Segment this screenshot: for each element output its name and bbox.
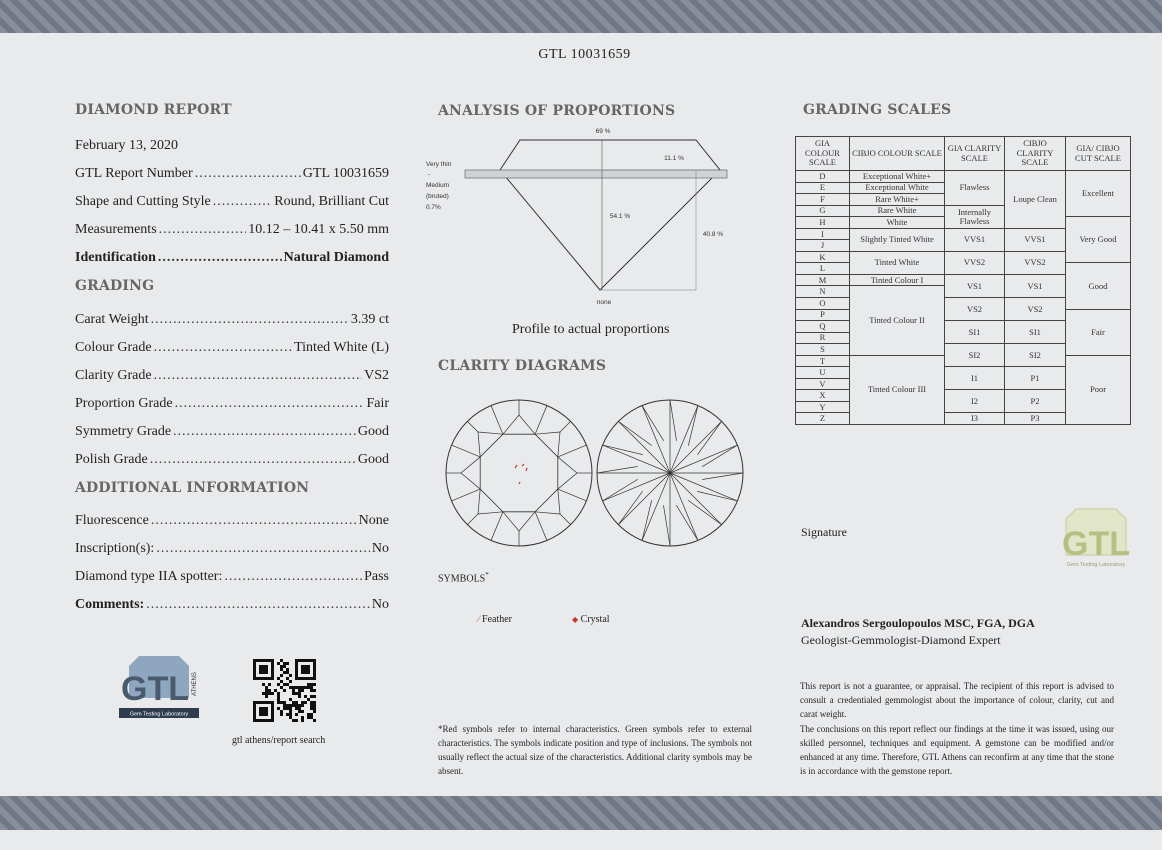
gia-colour-cell: K xyxy=(796,251,850,263)
cut-scale-cell: Very Good xyxy=(1066,217,1131,263)
disclaimer-2: The conclusions on this report reflect our findings at the time it was issued, using our skilled personnel, techniques and equipment. A gemstone can be modified and/or enhanced at any time. Therefore, GTL Athens can reconfirm at any time that the stone is in accordance with the gemstone report. xyxy=(800,724,1114,776)
depth-percent: 40.8 % xyxy=(702,231,724,238)
crown-percent: 11.1 % xyxy=(664,155,684,162)
comments-row xyxy=(75,597,389,613)
header-cibjo-colour: CIBJO COLOUR SCALE xyxy=(850,137,945,171)
cibjo-clarity-cell: VVS1 xyxy=(1005,228,1066,251)
report-number-label: GTL Report Number xyxy=(75,166,193,181)
grading-table-header-row xyxy=(796,137,1131,171)
cut-scale-cell: Fair xyxy=(1066,309,1131,355)
bottom-border-band xyxy=(0,796,1162,830)
clarity-value: VS2 xyxy=(364,368,389,383)
girdle-label-2: - xyxy=(428,171,431,178)
carat-value: 3.39 ct xyxy=(350,312,389,327)
cibjo-colour-cell: Tinted Colour I xyxy=(850,274,945,286)
polish-row xyxy=(75,452,389,468)
inscription-row xyxy=(75,541,389,557)
polish-label: Polish Grade xyxy=(75,452,148,467)
crystal-symbol-icon: ◆ xyxy=(572,615,579,624)
carat-row xyxy=(75,312,389,328)
cibjo-colour-cell: Rare White+ xyxy=(850,194,945,206)
polish-value: Good xyxy=(357,452,389,467)
measurements-value: 10.12 – 10.41 x 5.50 mm xyxy=(248,222,389,237)
comments-value: No xyxy=(371,597,389,612)
spotter-label: Diamond type IIA spotter: xyxy=(75,569,223,584)
inscription-value: No xyxy=(371,541,389,556)
gia-colour-cell: J xyxy=(796,240,850,252)
gtl-logo-side-text: ATHENS xyxy=(192,672,198,696)
cut-scale-cell: Good xyxy=(1066,263,1131,309)
cibjo-colour-cell: White xyxy=(850,217,945,229)
gia-colour-cell: Q xyxy=(796,321,850,333)
gia-colour-cell: I xyxy=(796,228,850,240)
gia-colour-cell: D xyxy=(796,171,850,183)
cibjo-colour-cell: Tinted Colour III xyxy=(850,355,945,424)
top-border-band xyxy=(0,0,1162,33)
cibjo-clarity-cell: VVS2 xyxy=(1005,251,1066,274)
gia-colour-cell: U xyxy=(796,367,850,379)
legend-feather-label: Feather xyxy=(482,614,513,625)
gia-colour-cell: V xyxy=(796,378,850,390)
gia-colour-cell: X xyxy=(796,390,850,402)
symbols-label: SYMBOLS* xyxy=(438,571,489,585)
cibjo-colour-cell: Slightly Tinted White xyxy=(850,228,945,251)
identification-label: Identification xyxy=(75,250,156,265)
symmetry-row xyxy=(75,424,389,440)
clarity-row xyxy=(75,368,389,384)
fluorescence-row xyxy=(75,513,389,529)
carat-label: Carat Weight xyxy=(75,312,149,327)
gia-clarity-cell: I3 xyxy=(945,413,1005,425)
gtl-logo-subtitle: Gem Testing Laboratory xyxy=(129,711,189,718)
legend-crystal xyxy=(572,614,610,625)
cibjo-colour-cell: Exceptional White xyxy=(850,182,945,194)
report-number-value: GTL 10031659 xyxy=(302,166,389,181)
crown-view-diagram xyxy=(446,400,592,546)
report-number-header: GTL 10031659 xyxy=(538,47,631,62)
gia-colour-cell: S xyxy=(796,344,850,356)
fluorescence-label: Fluorescence xyxy=(75,513,149,528)
colour-row xyxy=(75,340,389,356)
feather-marks xyxy=(515,464,527,484)
gia-clarity-cell: Flawless xyxy=(945,171,1005,206)
cibjo-clarity-cell: SI2 xyxy=(1005,344,1066,367)
header-gia-clarity: GIA CLARITY SCALE xyxy=(945,137,1005,171)
grading-scales-table xyxy=(795,136,1131,425)
gia-clarity-cell: VVS2 xyxy=(945,251,1005,274)
gtl-seal-text: GTL xyxy=(1062,525,1130,563)
proportion-row xyxy=(75,396,389,412)
gtl-logo xyxy=(117,654,201,720)
gia-colour-cell: F xyxy=(796,194,850,206)
pavilion-percent: 54.1 % xyxy=(609,213,631,220)
gia-colour-cell: T xyxy=(796,355,850,367)
diamond-report-title: DIAMOND REPORT xyxy=(75,102,232,118)
gia-colour-cell: Z xyxy=(796,413,850,425)
header-cut: GIA/ CIBJO CUT SCALE xyxy=(1066,137,1131,171)
grading-table-row xyxy=(796,171,1131,183)
culet-label: none xyxy=(596,299,612,306)
symbols-asterisk: * xyxy=(485,571,489,579)
shape-row xyxy=(75,194,389,210)
gia-clarity-cell: VS1 xyxy=(945,274,1005,297)
spotter-row xyxy=(75,569,389,585)
cibjo-clarity-cell: VS2 xyxy=(1005,298,1066,321)
gtl-seal xyxy=(1056,507,1136,569)
qr-caption: gtl athens/report search xyxy=(232,735,326,746)
proportion-label: Proportion Grade xyxy=(75,396,173,411)
gia-colour-cell: N xyxy=(796,286,850,298)
gia-clarity-cell: SI2 xyxy=(945,344,1005,367)
proportion-value: Fair xyxy=(366,396,389,411)
report-date: February 13, 2020 xyxy=(75,138,179,153)
header-cibjo-clarity: CIBJO CLARITY SCALE xyxy=(1005,137,1066,171)
scan-edge xyxy=(1162,0,1169,850)
gia-clarity-cell: VVS1 xyxy=(945,228,1005,251)
colour-label: Colour Grade xyxy=(75,340,152,355)
gia-colour-cell: M xyxy=(796,274,850,286)
feather-symbol-icon: ⁄ xyxy=(478,614,480,624)
inscription-label: Inscription(s): xyxy=(75,541,155,556)
cibjo-clarity-cell: SI1 xyxy=(1005,321,1066,344)
signer-name: Alexandros Sergoulopoulos MSC, FGA, DGA xyxy=(801,616,1035,630)
gia-clarity-cell: I2 xyxy=(945,390,1005,413)
cibjo-colour-cell: Exceptional White+ xyxy=(850,171,945,183)
cibjo-clarity-cell: Loupe Clean xyxy=(1005,171,1066,229)
table-percent: 69 % xyxy=(595,128,611,135)
cibjo-clarity-cell: P3 xyxy=(1005,413,1066,425)
grading-scales-title: GRADING SCALES xyxy=(803,102,952,118)
gia-colour-cell: E xyxy=(796,182,850,194)
cibjo-clarity-cell: VS1 xyxy=(1005,274,1066,297)
proportion-diagram xyxy=(420,120,740,320)
gtl-logo-text: GTL xyxy=(121,670,189,708)
fluorescence-value: None xyxy=(358,513,389,528)
girdle-band xyxy=(465,170,727,178)
cibjo-colour-cell: Tinted Colour II xyxy=(850,286,945,355)
symbols-footnote: *Red symbols refer to internal characteristics. Green symbols refer to external characteristics. The symbols indicate position and type of inclusions. The symbols not usually reflect the actual size of the characteristics. Additional clarity symbols may be absent. xyxy=(438,724,752,776)
analysis-title: ANALYSIS OF PROPORTIONS xyxy=(438,103,676,119)
girdle-label-3: Medium xyxy=(426,182,450,189)
cibjo-colour-cell: Rare White xyxy=(850,205,945,217)
identification-row xyxy=(75,250,389,266)
gia-colour-cell: P xyxy=(796,309,850,321)
symmetry-label: Symmetry Grade xyxy=(75,424,172,439)
report-number-row xyxy=(75,166,389,182)
clarity-diagrams-title: CLARITY DIAGRAMS xyxy=(438,358,607,374)
pavilion-view-diagram xyxy=(597,400,743,546)
qr-code[interactable] xyxy=(253,659,319,723)
girdle-label-1: Very thin xyxy=(426,161,452,168)
gia-clarity-cell: VS2 xyxy=(945,298,1005,321)
additional-info-title: ADDITIONAL INFORMATION xyxy=(75,480,310,496)
signer-title: Geologist-Gemmologist-Diamond Expert xyxy=(801,633,1001,647)
grading-title: GRADING xyxy=(75,278,155,294)
clarity-diagrams xyxy=(444,396,744,552)
measurements-label: Measurements xyxy=(75,222,157,237)
gia-colour-cell: G xyxy=(796,205,850,217)
cut-scale-cell: Excellent xyxy=(1066,171,1131,217)
gia-colour-cell: L xyxy=(796,263,850,275)
clarity-label: Clarity Grade xyxy=(75,368,152,383)
gia-colour-cell: H xyxy=(796,217,850,229)
symmetry-value: Good xyxy=(357,424,389,439)
identification-value: Natural Diamond xyxy=(283,250,389,265)
signature-label: Signature xyxy=(801,525,847,539)
comments-label: Comments: xyxy=(75,597,145,612)
cibjo-colour-cell: Tinted White xyxy=(850,251,945,274)
cibjo-clarity-cell: P2 xyxy=(1005,390,1066,413)
legend-feather xyxy=(478,614,512,625)
legend-crystal-label: Crystal xyxy=(580,614,610,625)
girdle-label-5: 0.7% xyxy=(426,204,441,211)
profile-caption: Profile to actual proportions xyxy=(512,322,670,337)
gia-colour-cell: Y xyxy=(796,401,850,413)
gia-colour-cell: O xyxy=(796,298,850,310)
shape-label: Shape and Cutting Style xyxy=(75,194,211,209)
spotter-value: Pass xyxy=(364,569,389,584)
cut-scale-cell: Poor xyxy=(1066,355,1131,424)
disclaimer-1: This report is not a guarantee, or appraisal. The recipient of this report is advised to consult a credentialed gemmologist about the importance of colour, clarity, cut and carat weight. xyxy=(800,681,1114,719)
girdle-label-4: (bruted) xyxy=(426,193,449,200)
header-gia-colour: GIA COLOUR SCALE xyxy=(796,137,850,171)
colour-value: Tinted White (L) xyxy=(294,340,389,355)
gia-clarity-cell: I1 xyxy=(945,367,1005,390)
measurements-row xyxy=(75,222,389,238)
shape-value: Round, Brilliant Cut xyxy=(274,194,389,209)
gia-clarity-cell: Internally Flawless xyxy=(945,205,1005,228)
cibjo-clarity-cell: P1 xyxy=(1005,367,1066,390)
gtl-seal-subtitle: Gem Testing Laboratory xyxy=(1066,562,1126,568)
gia-colour-cell: R xyxy=(796,332,850,344)
gia-clarity-cell: SI1 xyxy=(945,321,1005,344)
